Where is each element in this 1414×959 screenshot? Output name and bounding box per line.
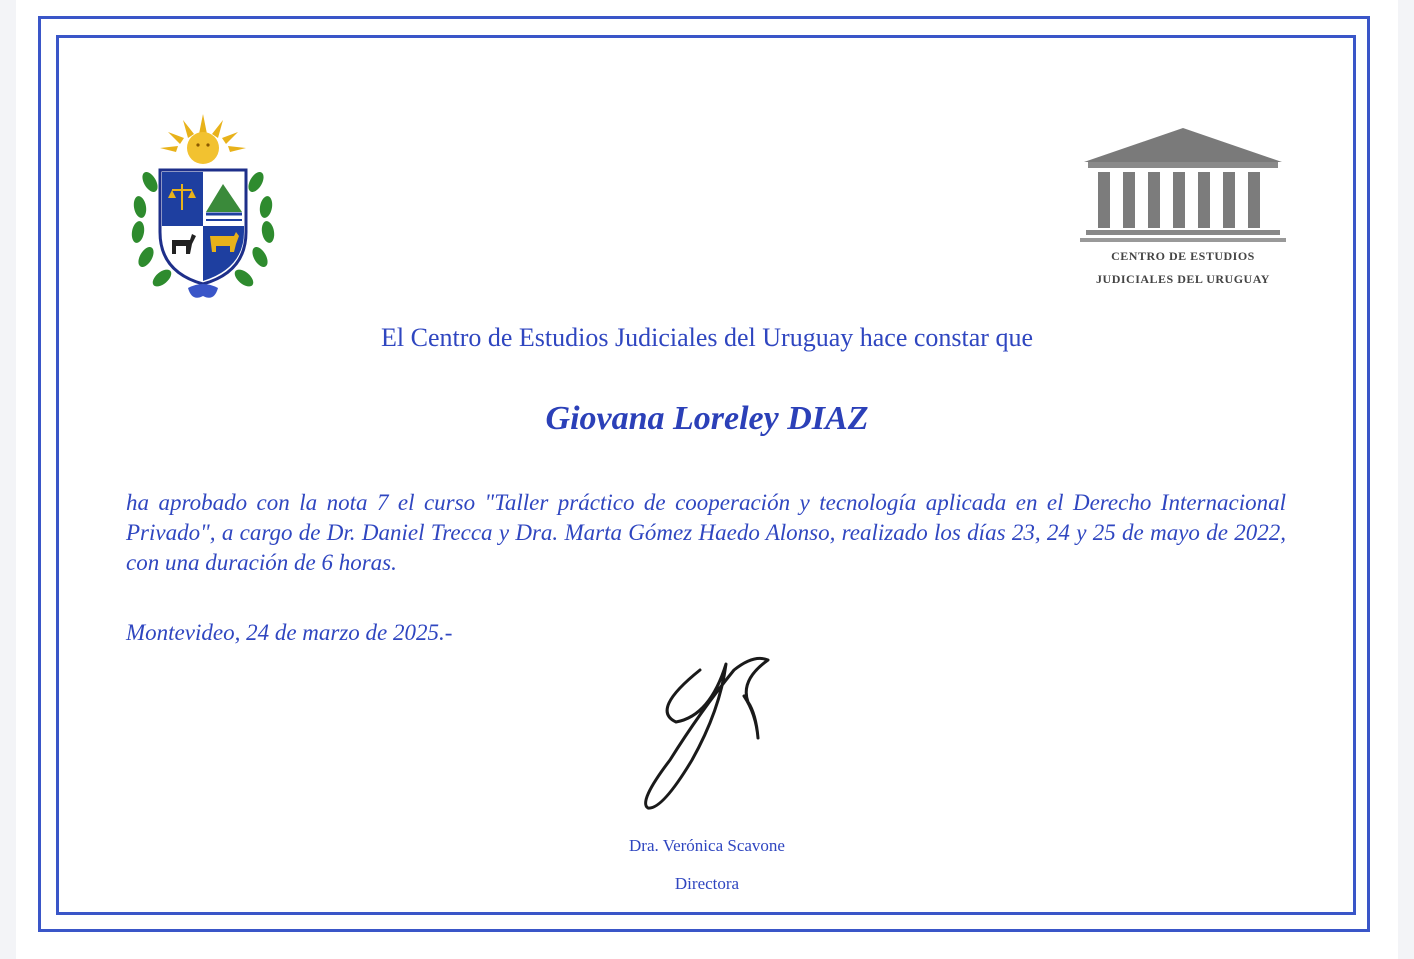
- recipient-name: Giovana Loreley DIAZ: [545, 400, 869, 437]
- certificate-intro: El Centro de Estudios Judiciales del Uruguay hace constar que: [381, 323, 1033, 352]
- logo-text-line2: JUDICIALES DEL URUGUAY: [1096, 272, 1270, 286]
- courthouse-columns-icon: [1076, 124, 1290, 248]
- uruguay-coat-of-arms-icon: [128, 112, 278, 308]
- signer-role: Directora: [674, 874, 740, 893]
- certificate-body: ha aprobado con la nota 7 el curso "Taller práctico de cooperación y tecnología aplicada en el Derecho Internacional Privado", a cargo de Dr. Daniel Trecca y Dra. Marta Gómez Haedo Alonso, realizado los días 23, 24 y 25 de mayo de 2022, con una duración de 6 horas.: [126, 490, 1286, 575]
- signer-name: Dra. Verónica Scavone: [629, 836, 785, 855]
- handwritten-signature: [630, 650, 790, 820]
- cej-logo: [1076, 124, 1290, 294]
- logo-text-line1: CENTRO DE ESTUDIOS: [1111, 249, 1255, 263]
- place-and-date: Montevideo, 24 de marzo de 2025.-: [126, 620, 453, 645]
